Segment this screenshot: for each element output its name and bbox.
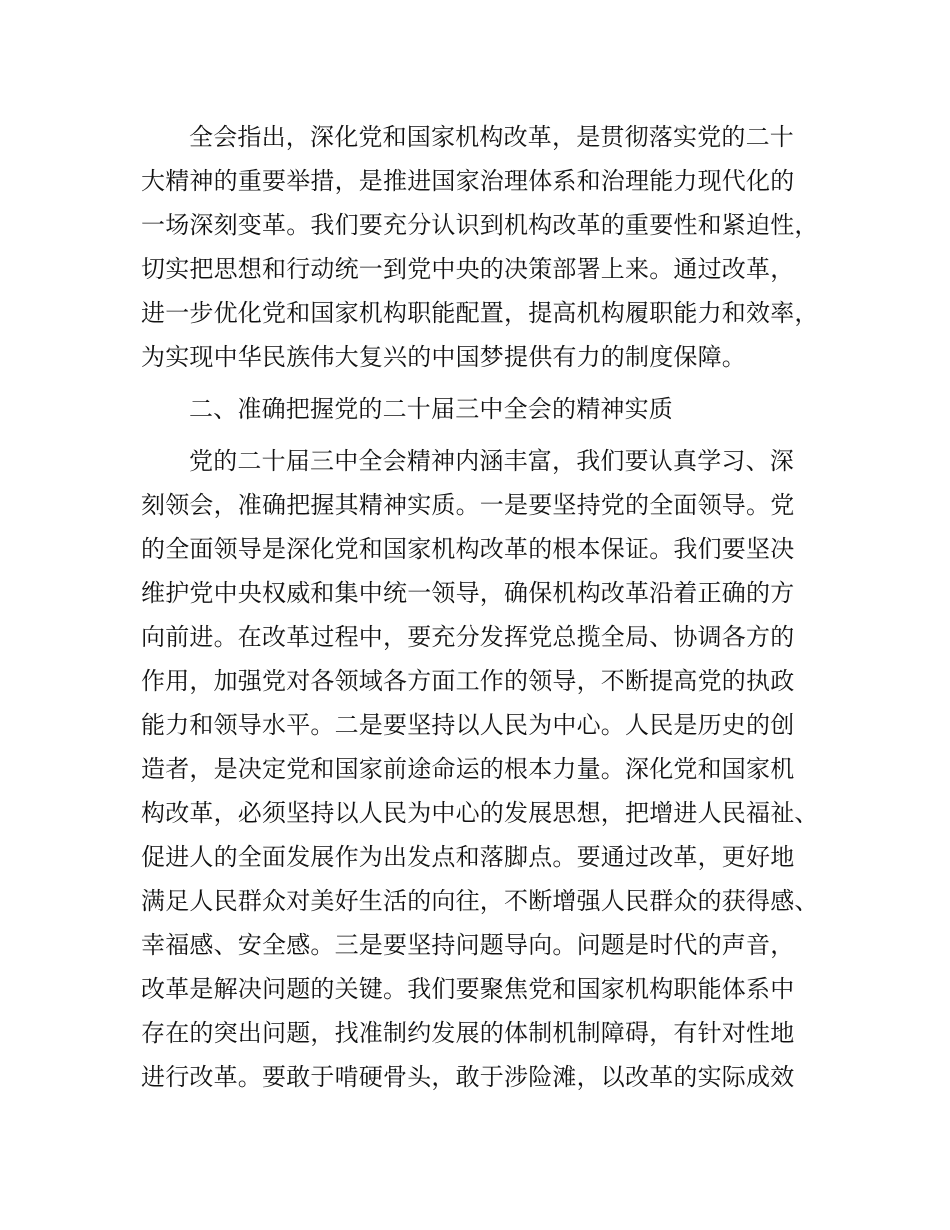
paragraph-line: 大精神的重要举措，是推进国家治理体系和治理能力现代化的 (141, 167, 795, 195)
paragraph-line: 进行改革。要敢于啃硬骨头，敢于涉险滩，以改革的实际成效 (141, 1063, 795, 1091)
paragraph-line: 满足人民群众对美好生活的向往，不断增强人民群众的获得感、 (141, 887, 819, 915)
paragraph-line: 幸福感、安全感。三是要坚持问题导向。问题是时代的声音， (141, 931, 795, 959)
paragraph-line: 作用，加强党对各领域各方面工作的领导，不断提高党的执政 (141, 667, 795, 695)
paragraph-line: 党的二十届三中全会精神内涵丰富，我们要认真学习、深 (189, 447, 794, 475)
section-heading: 二、准确把握党的二十届三中全会的精神实质 (189, 395, 673, 423)
paragraph-line: 存在的突出问题，找准制约发展的体制机制障碍，有针对性地 (141, 1019, 795, 1047)
paragraph-line: 维护党中央权威和集中统一领导，确保机构改革沿着正确的方 (141, 579, 795, 607)
paragraph-line: 切实把思想和行动统一到党中央的决策部署上来。通过改革， (141, 255, 795, 283)
paragraph-line: 的全面领导是深化党和国家机构改革的根本保证。我们要坚决 (141, 535, 795, 563)
paragraph-line: 促进人的全面发展作为出发点和落脚点。要通过改革，更好地 (141, 843, 795, 871)
paragraph-line: 改革是解决问题的关键。我们要聚焦党和国家机构职能体系中 (141, 975, 795, 1003)
paragraph-line: 为实现中华民族伟大复兴的中国梦提供有力的制度保障。 (141, 343, 746, 371)
paragraph-line: 刻领会，准确把握其精神实质。一是要坚持党的全面领导。党 (141, 491, 795, 519)
paragraph-line: 全会指出，深化党和国家机构改革，是贯彻落实党的二十 (189, 123, 794, 151)
paragraph-line: 构改革，必须坚持以人民为中心的发展思想，把增进人民福祉、 (141, 799, 819, 827)
paragraph-line: 向前进。在改革过程中，要充分发挥党总揽全局、协调各方的 (141, 623, 795, 651)
paragraph-line: 造者，是决定党和国家前途命运的根本力量。深化党和国家机 (141, 755, 795, 783)
paragraph-line: 能力和领导水平。二是要坚持以人民为中心。人民是历史的创 (141, 711, 795, 739)
paragraph-line: 一场深刻变革。我们要充分认识到机构改革的重要性和紧迫性， (141, 211, 819, 239)
paragraph-line: 进一步优化党和国家机构职能配置，提高机构履职能力和效率， (141, 299, 819, 327)
